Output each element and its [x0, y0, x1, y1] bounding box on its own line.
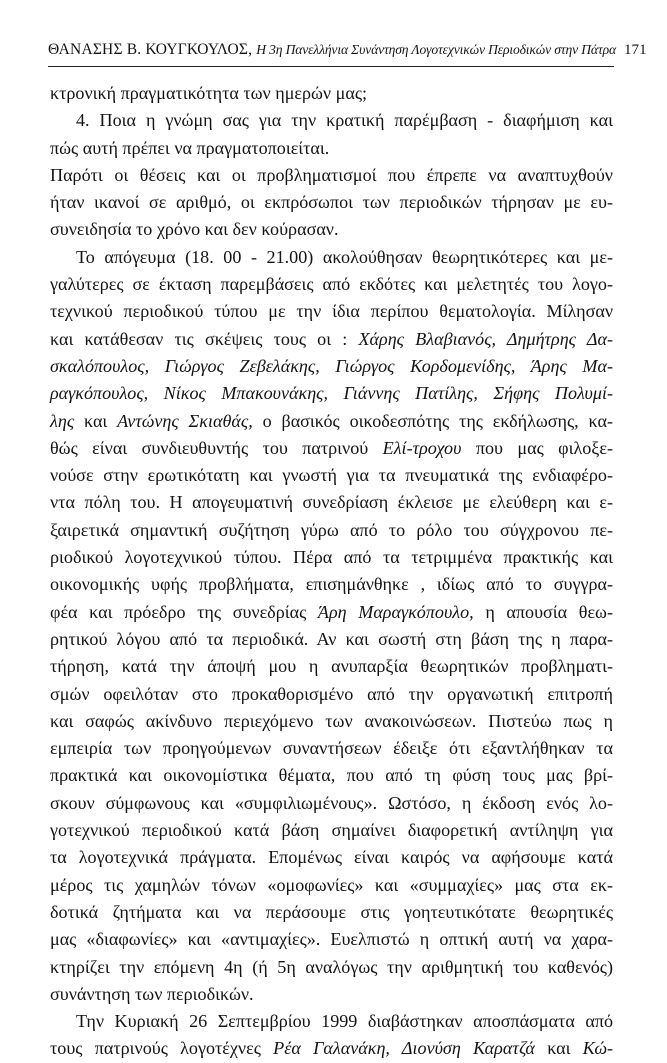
header-rule — [48, 66, 614, 67]
text-line — [50, 162, 613, 189]
line-text: και — [74, 410, 118, 431]
line-text: ριοδικού λογοτεχνικού τύπου. Πέρα από τα τετριμμένα πρακτικής και — [50, 547, 613, 568]
text-line — [50, 626, 613, 653]
line-text: κτηρίζει την επόμενη 4η (ή 5η αναλόγως την αριθμητική του καθενός) — [50, 956, 613, 977]
text-line — [50, 762, 613, 789]
line-text: δοτικά ζητήματα και να περάσουμε στις γοητευτικότατε θεωρητικές — [50, 901, 613, 922]
line-text: σκουν σύμφωνους και «συμφιλιωμένους». Ωστόσο, η έκδοση ενός λο- — [50, 792, 613, 813]
text-line — [50, 1008, 613, 1035]
line-text: τους πατρινούς λογοτέχνες — [50, 1038, 274, 1059]
line-text: 4. Ποια η γνώμη σας για την κρατική παρέμβαση - διαφήμιση και — [76, 110, 613, 131]
text-line — [50, 298, 613, 325]
text-line — [50, 462, 613, 489]
line-text: συνειδησία το χρόνο και δεν κούρασαν. — [50, 219, 339, 240]
line-text: εμπειρία των προηγούμενων συναντήσεων έδειξε ότι εξαντλήθηκαν τα — [50, 738, 613, 759]
line-text: ο βασικός οικοδεσπότης της εκδήλωσης, κα- — [252, 410, 613, 431]
text-line — [50, 189, 613, 216]
text-line — [50, 817, 613, 844]
speaker-names: Άρη Μαραγκόπουλο, — [317, 601, 474, 622]
line-text: ντα πόλη του. Η απογευματινή συνεδρίαση έκλεισε με ελεύθερη και ε- — [50, 492, 613, 513]
line-text: και σαφώς ακίνδυνο περιεχόμενο των ανακοινώσεων. Πιστεύω πως η — [50, 710, 613, 731]
text-line — [50, 326, 613, 353]
journal-name: Ελί-τροχου — [382, 437, 462, 458]
text-line — [50, 135, 613, 162]
speaker-names: σκαλόπουλος, Γιώργος Ζεβελάκης, Γιώργος Κορδομενίδης, Άρης Μα- — [50, 355, 613, 376]
line-text: γαλύτερες σε έκταση παρεμβάσεις από εκδότες και μελετητές του λογο- — [50, 274, 613, 295]
text-line — [50, 271, 613, 298]
text-line — [50, 353, 613, 380]
line-text: Παρότι οι θέσεις και οι προβληματισμοί που έπρεπε να αναπτυχθούν — [50, 164, 613, 185]
text-line — [50, 408, 613, 435]
line-text: θώς είναι συνδιευθυντής του πατρινού — [50, 437, 383, 458]
speaker-names: Αντώνης Σκιαθάς, — [117, 410, 253, 431]
speaker-names: λης — [50, 410, 75, 431]
line-text: ρητικού λόγου από τα περιοδικά. Αν και σωστή στη βάση της η παρα- — [50, 628, 613, 649]
text-line — [50, 681, 613, 708]
running-header — [48, 40, 647, 60]
text-line — [50, 981, 613, 1008]
text-line — [50, 844, 613, 871]
text-line — [50, 489, 613, 516]
line-text: τα λογοτεχνικά πράγματα. Επομένως είναι καιρός να αφήσουμε κατά — [50, 847, 613, 868]
body-text — [50, 80, 613, 1063]
text-line — [50, 216, 613, 243]
line-text: γοτεχνικού περιοδικού κατά βάση σημαίνει διαφορετική αντίληψη για — [50, 820, 613, 841]
header-journal-title: Η 3η Πανελλήνια Συνάντηση Λογοτεχνικών Περιοδικών στην Πάτρα — [256, 42, 616, 57]
header-author: ΘΑΝΑΣΗΣ Β. ΚΟΥΓΚΟΥΛΟΣ, — [48, 41, 253, 58]
text-line — [50, 1035, 613, 1062]
text-line — [50, 435, 613, 462]
text-line — [50, 80, 613, 107]
text-line — [50, 517, 613, 544]
line-text: τεχνικού περιοδικού τύπου με την ίδια περίπου θεματολογία. Μίλησαν — [50, 301, 613, 322]
line-text: μέρος τις χαμηλών τόνων «ομοφωνίες» και «συμμαχίες» μας στα εκ- — [50, 874, 613, 895]
line-text: οικονομικής υφής προβλήματα, επισημάνθηκε , ιδίως από το συγγρα- — [50, 574, 613, 595]
line-text: φέα και πρόεδρο της συνεδρίας — [50, 601, 318, 622]
line-text: κτρονική πραγματικότητα των ημερών μας; — [50, 83, 368, 103]
speaker-names: Χάρης Βλαβιανός, Δημήτρης Δα- — [358, 328, 614, 349]
line-text: σμών οφειλόταν στο προκαθορισμένο από την οργανωτική επιτροπή — [50, 683, 613, 704]
line-text: συνάντηση των περιοδικών. — [50, 983, 254, 1004]
text-line — [50, 244, 613, 271]
line-text: που μας φιλοξε- — [461, 437, 613, 458]
author-names: Ρέα Γαλανάκη, Διονύση Καρατζά — [273, 1038, 535, 1059]
text-line — [50, 107, 613, 134]
text-line — [50, 926, 613, 953]
text-line — [50, 380, 613, 407]
author-names: Κώ- — [582, 1038, 613, 1059]
text-line — [50, 872, 613, 899]
speaker-names: ραγκόπουλος, Νίκος Μπακουνάκης, Γιάννης Πατίλης, Σήφης Πολυμί- — [50, 383, 613, 404]
line-text: νούσε στην ερωτικότατη και γνωστή για τα πνευματικά της ενδιαφέρο- — [50, 465, 613, 486]
line-text: τήρηση, κατά την άποψή μου η ανυπαρξία θεωρητικών προβληματι- — [50, 656, 613, 677]
line-text: Την Κυριακή 26 Σεπτεμβρίου 1999 διαβάστηκαν αποσπάσματα από — [76, 1011, 613, 1032]
line-text: και — [534, 1038, 583, 1059]
line-text: ήταν ικανοί σε αριθμό, οι εκπρόσωποι των περιοδικών τήρησαν με ευ- — [50, 192, 613, 213]
text-line — [50, 599, 613, 626]
line-text: πρακτικά και οικονομίστικα θέματα, που από τη φύση τους μας βρί- — [50, 765, 613, 786]
page-number: 171 — [623, 42, 647, 58]
line-text: Το απόγευμα (18. 00 - 21.00) ακολούθησαν θεωρητικότερες και με- — [76, 246, 613, 267]
text-line — [50, 790, 613, 817]
line-text: και κατάθεσαν τις σκέψεις τους οι : — [50, 328, 359, 349]
text-line — [50, 653, 613, 680]
text-line — [50, 735, 613, 762]
text-line — [50, 544, 613, 571]
text-line — [50, 954, 613, 981]
text-line — [50, 899, 613, 926]
line-text: ξαιρετικά σημαντική συζήτηση γύρω από το ρόλο του σύγχρονου πε- — [50, 519, 613, 540]
line-text: πώς αυτή πρέπει να πραγματοποιείται. — [50, 137, 330, 158]
line-text: η απουσία θεω- — [473, 601, 613, 622]
line-text: μας «διαφωνίες» και «αντιμαχίες». Ευελπιστώ η οπτική αυτή να χαρα- — [50, 929, 613, 950]
text-line — [50, 708, 613, 735]
text-line — [50, 571, 613, 598]
